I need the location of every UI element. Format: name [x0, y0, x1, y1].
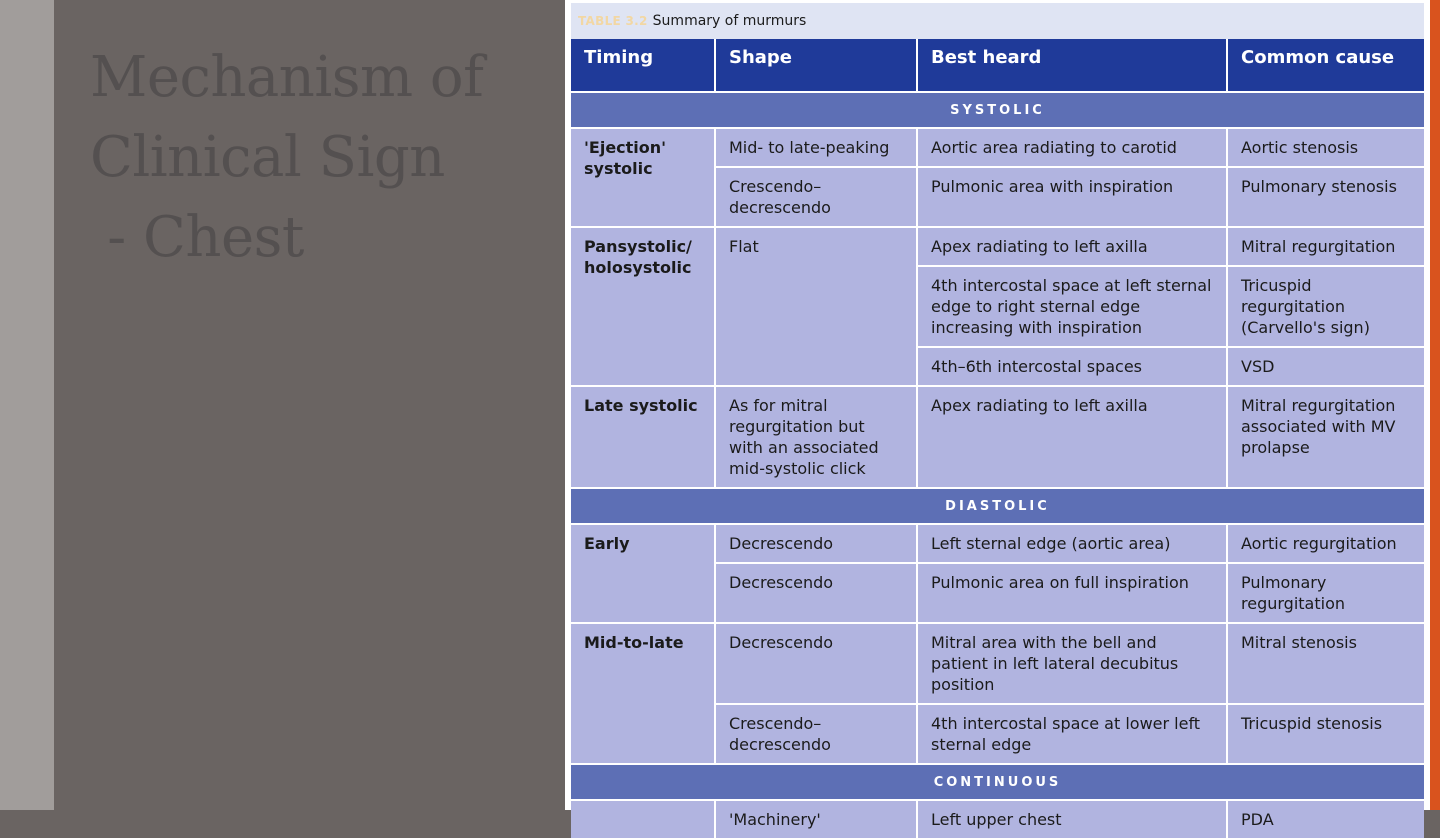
- shape-cell: Decrescendo: [715, 623, 917, 704]
- common-cause-cell: PDA: [1227, 800, 1424, 838]
- murmur-table-container: [571, 3, 1424, 829]
- shape-cell: 'Machinery': [715, 800, 917, 838]
- section-label: DIASTOLIC: [571, 488, 1424, 524]
- best-heard-cell: Left sternal edge (aortic area): [917, 524, 1227, 563]
- common-cause-cell: Pulmonary stenosis: [1227, 167, 1424, 227]
- table-body: [571, 92, 1424, 838]
- best-heard-cell: Pulmonic area on full inspiration: [917, 563, 1227, 623]
- best-heard-cell: 4th intercostal space at left sternal edge to right sternal edge increasing with inspiration: [917, 266, 1227, 347]
- table-caption: [571, 3, 1424, 39]
- table-number: TABLE 3.2: [578, 14, 648, 28]
- section-row: [571, 92, 1424, 128]
- table-row: [571, 128, 1424, 167]
- slide-title-line: Mechanism of: [90, 45, 484, 110]
- header-timing: Timing: [571, 39, 715, 92]
- shape-cell: Decrescendo: [715, 563, 917, 623]
- common-cause-cell: Tricuspid regurgitation (Carvello's sign): [1227, 266, 1424, 347]
- timing-cell: Mid-to-late: [571, 623, 715, 764]
- shape-cell: Crescendo–decrescendo: [715, 167, 917, 227]
- section-row: [571, 488, 1424, 524]
- common-cause-cell: Pulmonary regurgitation: [1227, 563, 1424, 623]
- common-cause-cell: Mitral regurgitation: [1227, 227, 1424, 266]
- shape-cell: Mid- to late-peaking: [715, 128, 917, 167]
- shape-cell: Decrescendo: [715, 524, 917, 563]
- shape-cell: Flat: [715, 227, 917, 386]
- murmur-summary-table: [571, 39, 1424, 838]
- table-row: [571, 386, 1424, 488]
- best-heard-cell: 4th intercostal space at lower left sternal edge: [917, 704, 1227, 764]
- section-label: SYSTOLIC: [571, 92, 1424, 128]
- table-row: [571, 623, 1424, 704]
- section-label: CONTINUOUS: [571, 764, 1424, 800]
- best-heard-cell: Left upper chest: [917, 800, 1227, 838]
- header-common-cause: Common cause: [1227, 39, 1424, 92]
- best-heard-cell: Aortic area radiating to carotid: [917, 128, 1227, 167]
- best-heard-cell: Pulmonic area with inspiration: [917, 167, 1227, 227]
- shape-cell: Crescendo–decrescendo: [715, 704, 917, 764]
- slide-title-line: - Chest: [90, 205, 304, 270]
- section-row: [571, 764, 1424, 800]
- right-accent-strip: [1430, 0, 1440, 810]
- table-row: [571, 800, 1424, 838]
- timing-cell: Early: [571, 524, 715, 623]
- table-caption-text: Summary of murmurs: [652, 13, 807, 29]
- timing-cell: Late systolic: [571, 386, 715, 488]
- common-cause-cell: Aortic stenosis: [1227, 128, 1424, 167]
- header-shape: Shape: [715, 39, 917, 92]
- table-row: [571, 524, 1424, 563]
- best-heard-cell: Mitral area with the bell and patient in left lateral decubitus position: [917, 623, 1227, 704]
- best-heard-cell: Apex radiating to left axilla: [917, 227, 1227, 266]
- timing-cell: Pansystolic/ holosystolic: [571, 227, 715, 386]
- left-accent-strip: [0, 0, 54, 810]
- timing-cell: 'Ejection' systolic: [571, 128, 715, 227]
- slide-title: [90, 38, 560, 278]
- timing-cell: [571, 800, 715, 838]
- best-heard-cell: 4th–6th intercostal spaces: [917, 347, 1227, 386]
- table-image-panel: [565, 0, 1430, 829]
- common-cause-cell: Mitral regurgitation associated with MV prolapse: [1227, 386, 1424, 488]
- common-cause-cell: VSD: [1227, 347, 1424, 386]
- table-row: [571, 227, 1424, 266]
- shape-cell: As for mitral regurgitation but with an associated mid-systolic click: [715, 386, 917, 488]
- table-header-row: [571, 39, 1424, 92]
- header-best-heard: Best heard: [917, 39, 1227, 92]
- best-heard-cell: Apex radiating to left axilla: [917, 386, 1227, 488]
- slide-title-line: Clinical Sign: [90, 125, 445, 190]
- common-cause-cell: Mitral stenosis: [1227, 623, 1424, 704]
- common-cause-cell: Tricuspid stenosis: [1227, 704, 1424, 764]
- common-cause-cell: Aortic regurgitation: [1227, 524, 1424, 563]
